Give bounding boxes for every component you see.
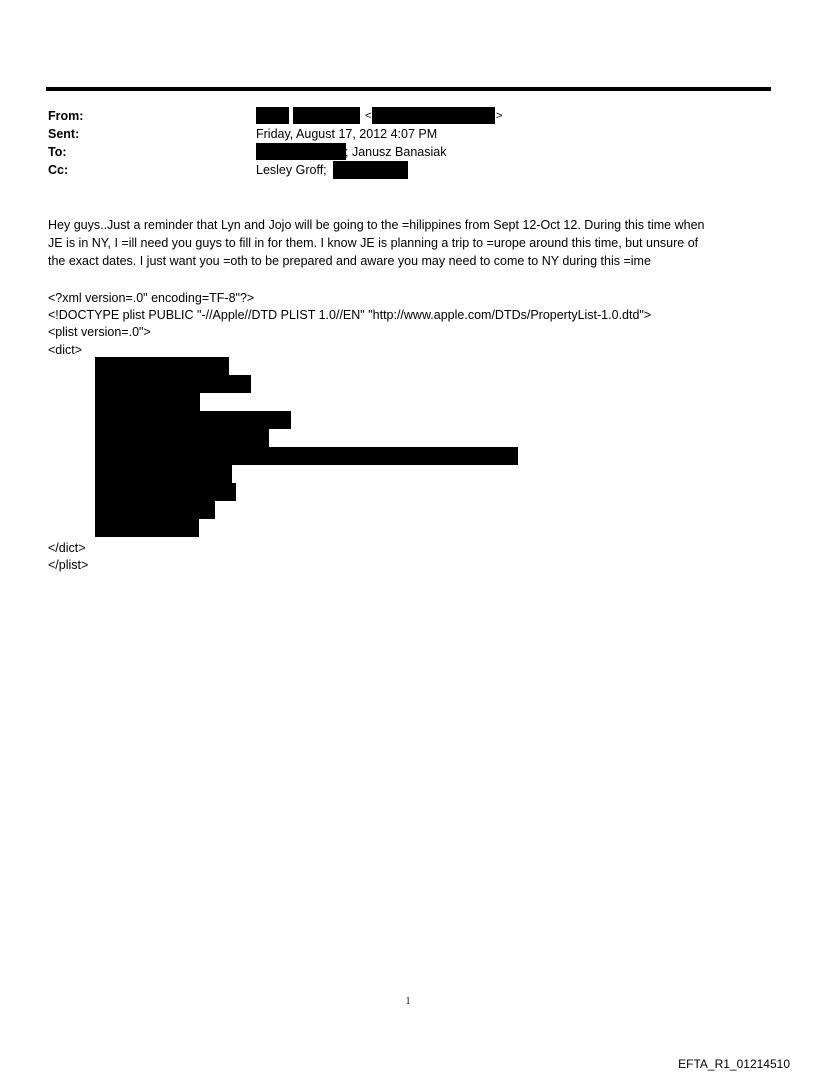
body-line: Hey guys..Just a reminder that Lyn and Jojo will be going to the =hilippines from Sept 12-Oct 12. During this time when <box>48 218 705 232</box>
redaction-dict-entry <box>95 519 199 537</box>
message-body <box>48 216 768 270</box>
redaction-to-recipient <box>256 143 346 160</box>
body-line: JE is in NY, I =ill need you guys to fill in for them. I know JE is planning a trip to =urope around this time, but unsure of <box>48 236 699 250</box>
redaction-dict-entry <box>95 429 269 447</box>
redaction-dict-entry <box>95 483 236 501</box>
page-number: 1 <box>405 996 411 1007</box>
plist-close-tag: </plist> <box>48 558 89 572</box>
body-line: the exact dates. I just want you =oth to be prepared and aware you may need to come to NY during this =ime <box>48 254 651 268</box>
redaction-dict-entry <box>95 411 291 429</box>
redaction-dict-entry <box>95 393 200 411</box>
xml-declaration: <?xml version=.0" encoding=TF-8"?> <box>48 291 255 305</box>
sent-value: Friday, August 17, 2012 4:07 PM <box>256 127 438 141</box>
redaction-cc-recipient <box>333 161 408 179</box>
bates-number: EFTA_R1_01214510 <box>678 1057 790 1071</box>
redaction-dict-entry <box>95 465 232 483</box>
sent-label: Sent: <box>48 127 80 141</box>
from-label: From: <box>48 109 84 123</box>
redaction-dict-entry <box>95 501 215 519</box>
doctype-line: <!DOCTYPE plist PUBLIC "-//Apple//DTD PLIST 1.0//EN" "http://www.apple.com/DTDs/PropertyList-1.0.dtd"> <box>48 308 652 322</box>
from-email-close: > <box>496 110 503 122</box>
to-value: ; Janusz Banasiak <box>345 145 447 159</box>
dict-close-tag: </dict> <box>48 541 86 555</box>
redaction-dict-entry <box>95 375 251 393</box>
from-email-open: < <box>365 110 372 122</box>
redaction-dict-entry <box>95 447 518 465</box>
cc-label: Cc: <box>48 163 69 177</box>
redaction-dict-entry <box>95 357 229 375</box>
dict-open-tag: <dict> <box>48 343 83 357</box>
plist-open-tag: <plist version=.0"> <box>48 325 151 339</box>
redaction-from-last <box>293 107 360 124</box>
header-rule <box>46 87 771 91</box>
to-label: To: <box>48 145 67 159</box>
cc-value: Lesley Groff; <box>256 163 327 177</box>
redaction-from-first <box>256 107 289 124</box>
redaction-from-email <box>372 107 495 124</box>
